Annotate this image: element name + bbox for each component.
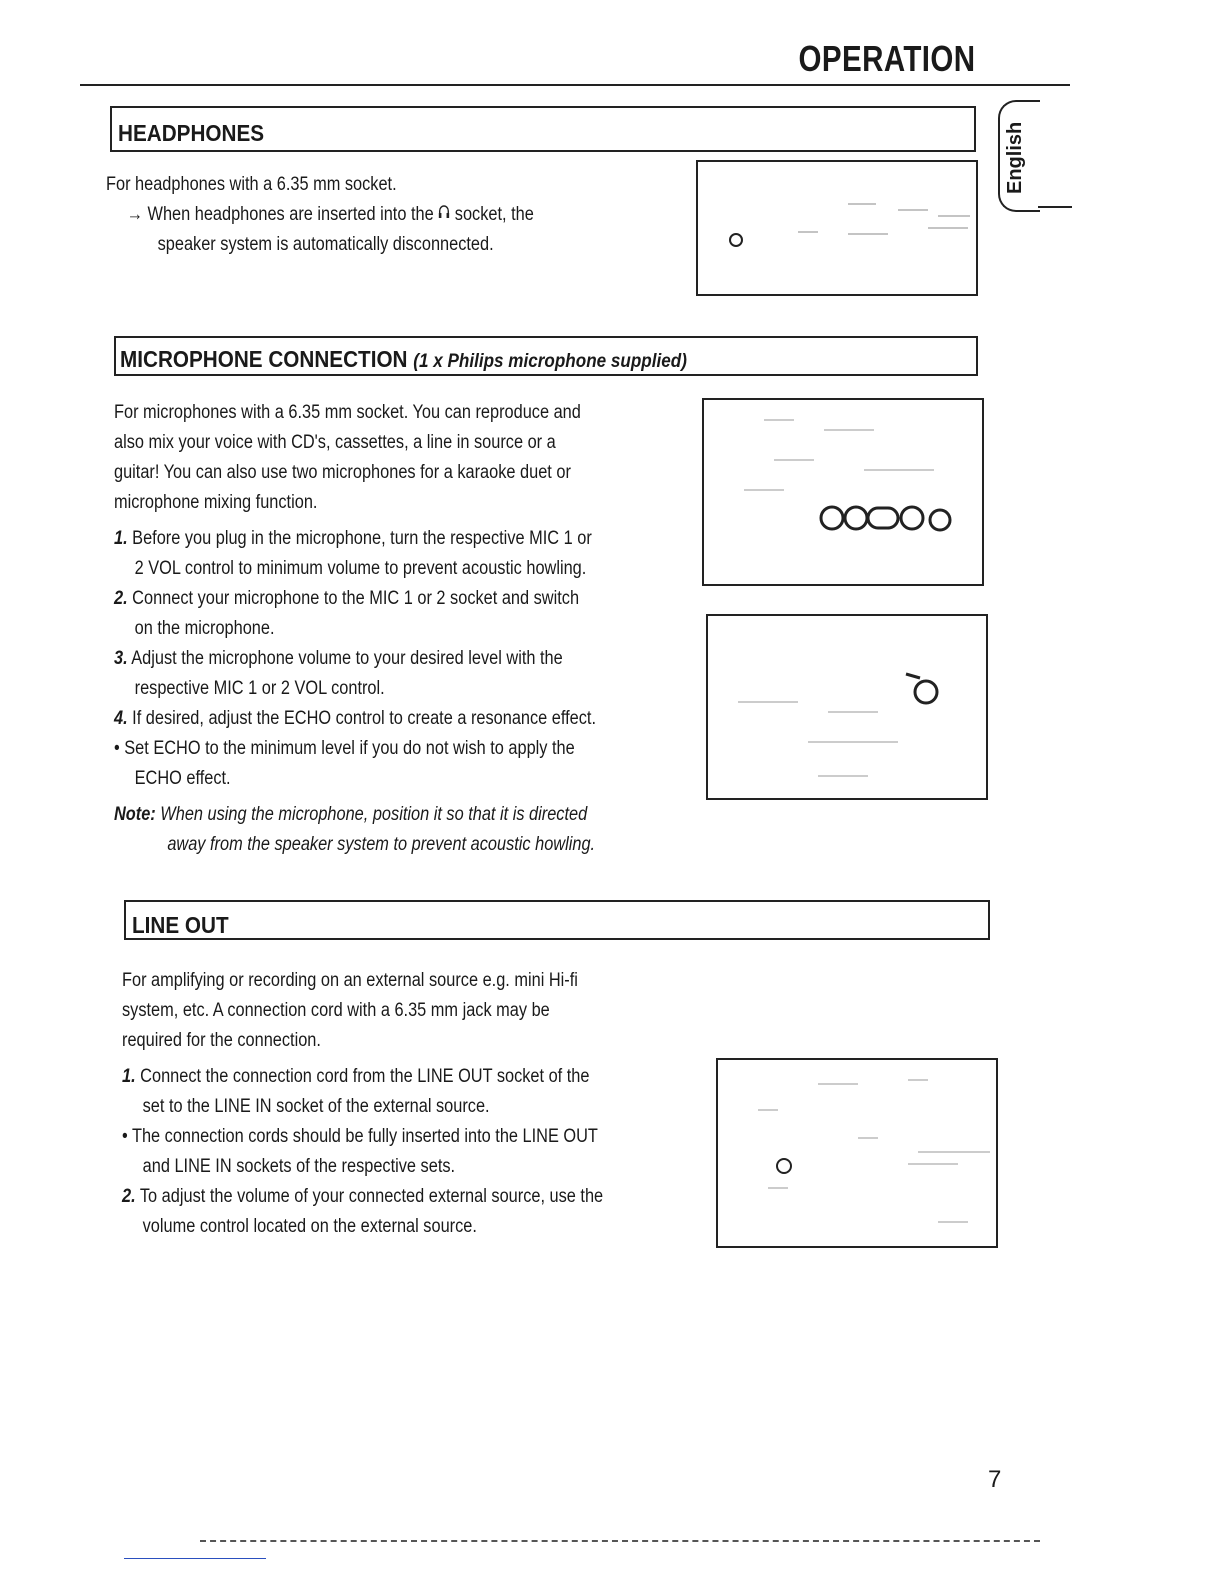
line-out-text: [122, 966, 603, 1242]
step-number: 4.: [114, 708, 128, 729]
footer-link-line: [124, 1558, 266, 1559]
note-label: Note:: [114, 804, 156, 825]
mic-sockets-drawing: [704, 400, 982, 584]
language-label: English: [1004, 121, 1026, 194]
step-item: [114, 584, 596, 614]
bullet-item: [114, 734, 596, 764]
echo-knob-drawing: [708, 616, 986, 798]
microphone-intro-line: microphone mixing function.: [114, 492, 318, 513]
step-item: [114, 644, 596, 674]
step-text-cont: respective MIC 1 or 2 VOL control.: [134, 678, 385, 699]
step-item: [122, 1182, 603, 1212]
step-text-cont: on the microphone.: [134, 618, 275, 639]
note-text-cont: away from the speaker system to prevent acoustic howling.: [167, 834, 596, 855]
footer-rule: [200, 1540, 1040, 1542]
bullet-text-cont: and LINE IN sockets of the respective sets.: [142, 1156, 456, 1177]
step-text-cont: set to the LINE IN socket of the external source.: [142, 1096, 490, 1117]
headphones-text: [106, 170, 534, 260]
bullet-text: Set ECHO to the minimum level if you do not wish to apply the: [124, 738, 575, 759]
headphones-socket-drawing: [698, 162, 976, 294]
headphones-illustration: [696, 160, 978, 296]
microphone-intro-line: guitar! You can also use two microphones for a karaoke duet or: [114, 462, 571, 483]
step-text: Before you plug in the microphone, turn the respective MIC 1 or: [132, 528, 592, 549]
step-text: Connect your microphone to the MIC 1 or 2 socket and switch: [132, 588, 580, 609]
headphones-line: For headphones with a 6.35 mm socket.: [106, 174, 397, 195]
headphones-note: [106, 200, 534, 230]
step-number: 2.: [114, 588, 128, 609]
step-number: 2.: [122, 1186, 136, 1207]
line-out-socket-drawing: [718, 1060, 996, 1246]
step-text: To adjust the volume of your connected external source, use the: [139, 1186, 604, 1207]
line-out-illustration: [716, 1058, 998, 1248]
line-out-heading-box: [124, 900, 990, 940]
headphone-socket-icon: [438, 204, 450, 225]
bullet-icon: •: [122, 1126, 128, 1147]
microphone-heading-title: MICROPHONE CONNECTION: [120, 346, 408, 372]
note: [114, 800, 596, 830]
page-title: OPERATION: [798, 38, 976, 79]
page-number: 7: [988, 1466, 1002, 1493]
step-item: [114, 524, 596, 554]
language-tab-rule: [1038, 206, 1072, 208]
language-tab: [998, 100, 1040, 212]
header-rule: [80, 84, 1070, 86]
headphones-note-text-end: socket, the: [454, 204, 534, 225]
step-number: 3.: [114, 648, 128, 669]
microphone-heading-sub: (1 x Philips microphone supplied): [413, 351, 687, 372]
step-text: If desired, adjust the ECHO control to create a resonance effect.: [132, 708, 597, 729]
step-number: 1.: [122, 1066, 136, 1087]
line-out-intro-line: required for the connection.: [122, 1030, 321, 1051]
step-text: Adjust the microphone volume to your desired level with the: [131, 648, 563, 669]
step-text-cont: volume control located on the external source.: [142, 1216, 477, 1237]
step-text-cont: 2 VOL control to minimum volume to prevent acoustic howling.: [134, 558, 587, 579]
microphone-intro-line: also mix your voice with CD's, cassettes, a line in source or a: [114, 432, 556, 453]
bullet-icon: •: [114, 738, 120, 759]
headphones-heading: HEADPHONES: [118, 120, 265, 146]
bullet-item: [122, 1122, 603, 1152]
line-out-intro-line: system, etc. A connection cord with a 6.35 mm jack may be: [122, 1000, 550, 1021]
microphone-intro-line: For microphones with a 6.35 mm socket. You can reproduce and: [114, 402, 581, 423]
microphone-illustration-2: [706, 614, 988, 800]
microphone-illustration-1: [702, 398, 984, 586]
headphones-note-line2: speaker system is automatically disconnected.: [157, 234, 494, 255]
step-item: [114, 704, 596, 734]
headphones-note-text: When headphones are inserted into the: [147, 204, 434, 225]
microphone-text: [114, 398, 596, 860]
step-number: 1.: [114, 528, 128, 549]
bullet-text: The connection cords should be fully inserted into the LINE OUT: [131, 1126, 598, 1147]
bullet-text-cont: ECHO effect.: [134, 768, 231, 789]
line-out-intro-line: For amplifying or recording on an external source e.g. mini Hi-fi: [122, 970, 578, 991]
step-text: Connect the connection cord from the LINE OUT socket of the: [140, 1066, 590, 1087]
arrow-icon: →: [126, 204, 143, 225]
step-item: [122, 1062, 603, 1092]
line-out-heading: LINE OUT: [132, 912, 229, 938]
note-text: When using the microphone, position it so that it is directed: [160, 804, 588, 825]
microphone-heading: [120, 346, 687, 373]
